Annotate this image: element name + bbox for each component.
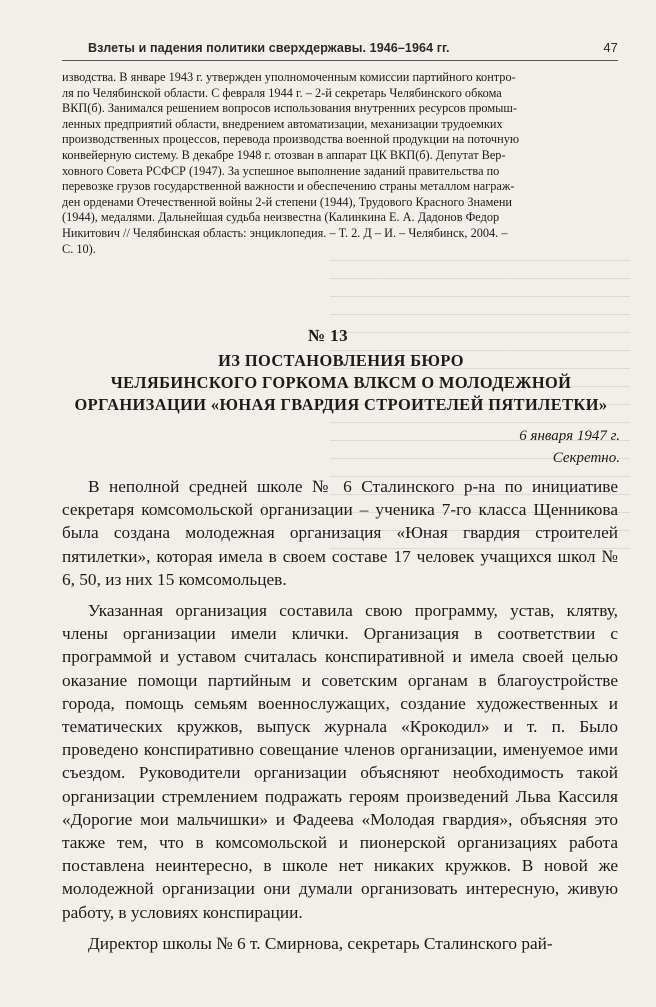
footnote-line: ховного Совета РСФСР (1947). За успешное выполнение заданий правительства по: [62, 163, 500, 178]
header-rule: [62, 60, 618, 61]
footnote-line: (1944), медалями. Дальнейшая судьба неизвестна (Калинкина Е. А. Дадонов Федор: [62, 210, 500, 225]
footnote-line: Никитович // Челябинская область: энциклопедия. – Т. 2. Д – И. – Челябинск, 2004. –: [62, 225, 508, 240]
title-line: ОРГАНИЗАЦИИ «ЮНАЯ ГВАРДИЯ СТРОИТЕЛЕЙ ПЯТИЛЕТКИ»: [74, 395, 608, 414]
running-header: [88, 40, 618, 55]
document-title: [58, 350, 624, 416]
document-number: № 13: [307, 326, 349, 345]
footnote-line: изводства. В январе 1943 г. утвержден уполномоченным комиссии партийного контро-: [62, 70, 516, 84]
document-date: 6 января 1947 г.: [519, 428, 620, 444]
body-paragraph: В неполной средней школе № 6 Сталинского р-на по инициативе секретаря комсомольской организации – ученика 7-го класса Щенникова была создана молодежная организация «Юная гвардия строителей пятилетки», которая имела в своем составе 17 человек учащихся школ № 6, 50, из них 15 комсомольцев.: [62, 477, 618, 589]
body-paragraph: Указанная организация составила свою программу, устав, клятву, члены организации имели клички. Организация в соответствии с программой и уставом считалась конспиративной и имела своей целью оказание помощи партийным и советским органам в благоустройстве города, помощь семьям военнослужащих, создание художественных и тематических кружков, выпуск журнала «Крокодил» и т. п. Было проведено конспиративно совещание членов организации, именуемое ими съездом. Руководители организации объясняют необходимость такой организации стремлением подражать героям произведений Льва Кассиля «Дорогие мои мальчишки» и Фадеева «Молодая гвардия», объясняя это также тем, что в комсомольской и пионерской организациях работа поставлена неинтересно, в школе нет никаких кружков. В новой же молодежной организации они думали организовать интересную, живую работу, в условиях конспирации.: [62, 601, 618, 922]
body-paragraph: Директор школы № 6 т. Смирнова, секретарь Сталинского рай-: [88, 933, 553, 953]
running-title: Взлеты и падения политики сверхдержавы. 1946–1964 гг.: [88, 41, 450, 55]
footnote-line: ля по Челябинской области. С февраля 1944 г. – 2-й секретарь Челябинского обкома: [62, 85, 502, 100]
document-body: [62, 475, 618, 955]
footnote-text: [62, 70, 618, 257]
title-line: ИЗ ПОСТАНОВЛЕНИЯ БЮРО: [218, 351, 464, 370]
footnote-block: [62, 70, 618, 257]
footnote-line: конвейерную систему. В декабре 1948 г. отозван в аппарат ЦК ВКП(б). Депутат Вер-: [62, 147, 506, 162]
footnote-line: С. 10).: [62, 241, 96, 256]
footnote-line: производственных процессов, перевода производства военной продукции на поточную: [62, 132, 520, 147]
footnote-line: ВКП(б). Занимался решением вопросов использования внутренних ресурсов промыш-: [62, 101, 517, 116]
title-line: ЧЕЛЯБИНСКОГО ГОРКОМА ВЛКСМ О МОЛОДЕЖНОЙ: [110, 373, 572, 392]
page-number: 47: [603, 40, 618, 55]
footnote-line: ленных предприятий области, внедрением автоматизации, механизации трудоемких: [62, 116, 503, 131]
document-classification: Секретно.: [552, 450, 620, 466]
footnote-line: ден орденами Отечественной войны 2-й степени (1944), Трудового Красного Знамени: [62, 194, 512, 209]
footnote-line: перевозке грузов государственной важности и обеспечению страны металлом награж-: [62, 179, 515, 194]
